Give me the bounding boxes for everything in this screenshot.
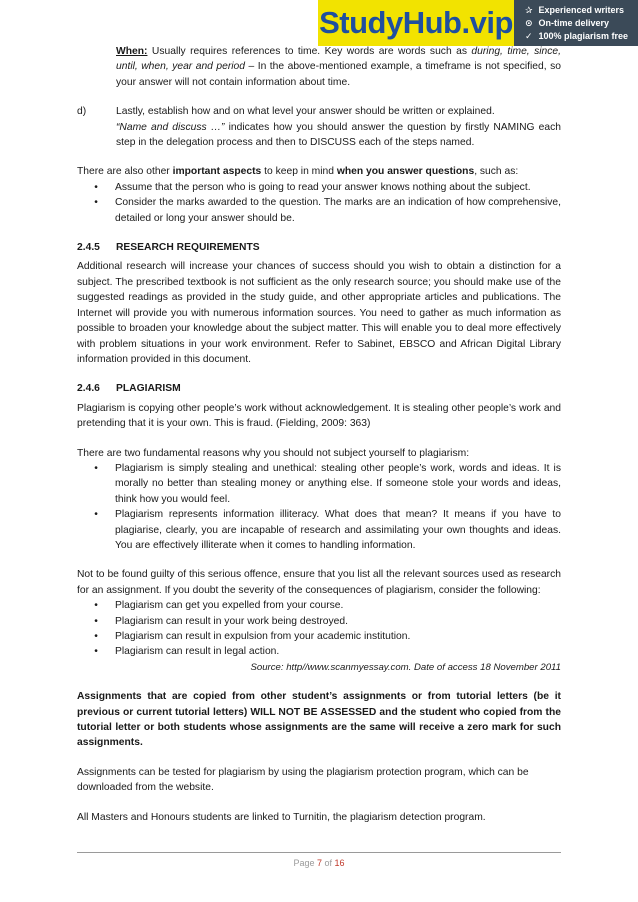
list-item-text: Plagiarism represents information illiteracy. What does that mean? It means if you have to plagiarise, clearly, you are incapable of research and assimilating your own thoughts and ideas. You are effectively illiterate when it comes to handling information. (115, 509, 561, 551)
item-d-explanation (116, 120, 561, 151)
feature-text: 100% plagiarism free (538, 31, 629, 41)
assignment-warning: Assignments that are copied from other student’s assignments or from tutorial letters (be it previous or current tutorial letters) WILL NOT BE ASSESSED and the student who copied from the tutorial letter or both students whose assignments are the same will receive a zero mark for such assignments. (77, 691, 561, 749)
when-text-2: – In the above-mentioned example, a timeframe is not specified, so your answer will not contain information about time. (116, 61, 561, 88)
list-item (77, 598, 561, 613)
list-item-text: Assume that the person who is going to read your answer knows nothing about the subject. (115, 181, 531, 193)
list-item-text: Consider the marks awarded to the question. The marks are an indication of how comprehensive, detailed or long your answer should be. (115, 197, 561, 224)
list-item-text: Plagiarism can result in expulsion from your academic institution. (115, 631, 411, 642)
when-text-1: Usually requires references to time. Key words are words such as (147, 46, 472, 57)
item-d (77, 104, 561, 150)
page-content (77, 44, 561, 825)
footer-page-word: Page (293, 858, 317, 868)
page-number: 7 (316, 858, 322, 868)
research-body: Additional research will increase your chances of success should you wish to obtain a distinction for a subject. The prescribed textbook is not sufficient as the only research source; you should make use of the suggested readings as provided in the study guide, and other appropriate articles and publications. The Internet will provide you with numerous information sources. You need to gather as much information as possible to broaden your knowledge about the subject matter. This will enable you to deal more effectively with problem situations in your work environment. Refer to Sabinet, EBSCO and African Digital Library information provided in this document. (77, 261, 561, 365)
aspects-mid: to keep in mind (261, 166, 337, 178)
source-citation: Source: http//www.scanmyessay.com. Date of access 18 November 2011 (250, 661, 561, 673)
testing-paragraph: Assignments can be tested for plagiarism by using the plagiarism protection program, which can be downloaded from the website. (77, 766, 529, 794)
bullet-icon: • (94, 509, 98, 521)
footer-divider (77, 852, 561, 853)
when-paragraph (77, 44, 561, 90)
section-title: PLAGIARISM (116, 383, 181, 395)
clock-icon: ⊙ (525, 18, 533, 28)
bullet-icon: • (94, 181, 98, 193)
plagiarism-heading (77, 381, 561, 396)
page-footer (0, 858, 638, 868)
item-d-rest: indicates how you should answer the question by firstly NAMING each step in the delegation process and then to DISCUSS each of the steps named. (116, 121, 561, 149)
feature-line (525, 30, 638, 43)
shield-check-icon: ✓ (525, 31, 533, 41)
list-item (77, 507, 561, 553)
feature-text: Experienced writers (538, 5, 625, 15)
item-d-label: d) (77, 106, 87, 118)
list-item-text: Plagiarism can result in legal action. (115, 646, 280, 658)
aspects-post: , such as: (474, 166, 519, 178)
bullet-icon: • (94, 462, 98, 474)
bullet-icon: • (94, 646, 98, 658)
item-d-quote: “Name and discuss …” (116, 121, 225, 133)
bullet-icon: • (94, 615, 98, 627)
feature-line (525, 17, 638, 30)
brand-logo[interactable]: StudyHub.vip (318, 0, 514, 46)
list-item-text: Plagiarism is simply stealing and unethical: stealing other people’s work, words and ideas. It is morally no better than stealing money or anything else. If someone stole your words and ideas, think how you would feel. (115, 462, 561, 505)
list-item (77, 461, 561, 507)
list-item (77, 180, 561, 195)
page-total: 16 (334, 858, 345, 868)
list-item-text: Plagiarism can get you expelled from your course. (115, 600, 344, 612)
when-keywords: during, time, since, until, when, year and period (116, 46, 561, 73)
studyhub-banner[interactable] (318, 0, 638, 46)
aspects-pre: There are also other (77, 166, 173, 178)
aspects-list (77, 180, 561, 226)
feature-text: On-time delivery (538, 18, 610, 28)
aspects-bold-2: when you answer questions (336, 166, 475, 178)
footer-of-word: of (322, 858, 335, 868)
feature-line (525, 4, 638, 17)
star-icon: ✰ (525, 5, 533, 15)
consequences-intro: Not to be found guilty of this serious offence, ensure that you list all the relevant sources used as research for an assignment. If you doubt the severity of the consequences of plagiarism, consider the following: (77, 569, 561, 596)
when-label: When: (116, 46, 148, 57)
item-d-body (116, 104, 561, 150)
list-item (77, 629, 561, 644)
list-item (77, 644, 561, 659)
aspects-intro (77, 164, 561, 179)
reasons-list (77, 461, 561, 553)
consequences-list (77, 598, 561, 660)
list-item-text: Plagiarism can result in your work being destroyed. (115, 615, 348, 627)
section-title: RESEARCH REQUIREMENTS (116, 242, 260, 254)
item-d-line: Lastly, establish how and on what level your answer should be written or explained. (116, 106, 495, 118)
aspects-bold-1: important aspects (172, 166, 262, 178)
section-number: 2.4.5 (77, 242, 100, 254)
research-heading (77, 240, 561, 255)
banner-features (514, 0, 638, 46)
list-item (77, 195, 561, 226)
bullet-icon: • (94, 197, 98, 209)
turnitin-paragraph: All Masters and Honours students are linked to Turnitin, the plagiarism detection program. (77, 811, 486, 823)
bullet-icon: • (94, 631, 98, 642)
list-item (77, 614, 561, 629)
section-number: 2.4.6 (77, 383, 100, 395)
plagiarism-definition: Plagiarism is copying other people’s work without acknowledgement. It is stealing other people’s work and pretending that it is your own. This is fraud. (Fielding, 2009: 363) (77, 402, 561, 430)
reasons-intro: There are two fundamental reasons why you should not subject yourself to plagiarism: (77, 447, 470, 459)
bullet-icon: • (94, 600, 98, 612)
